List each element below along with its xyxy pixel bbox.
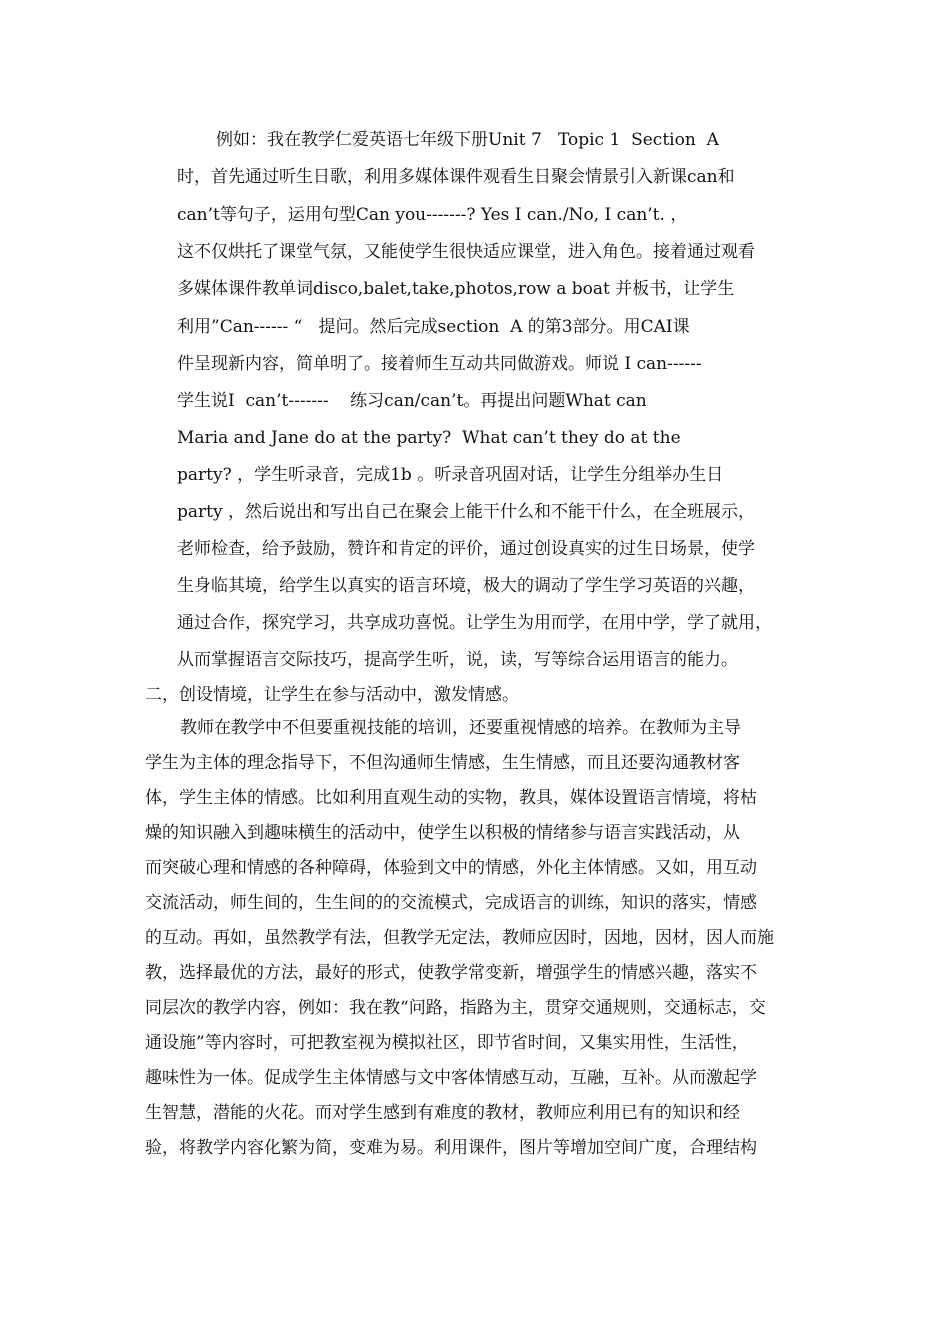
paragraph1-line-11: party ，然后说出和写出自己在聚会上能干什么和不能干什么，在全班展示，	[177, 502, 755, 522]
paragraph2-line-11: 趣味性为一体。促成学生主体情感与文中客体情感互动，互融，互补。从而激起学	[145, 1068, 757, 1088]
paragraph2-line-5: 而突破心理和情感的各种障碍，体验到文中的情感，外化主体情感。又如，用互动	[145, 858, 757, 878]
paragraph1-line-9: Maria and Jane do at the party? What can’t they do at the	[177, 428, 681, 448]
section-heading: 二，创设情境，让学生在参与活动中，激发情感。	[145, 685, 519, 705]
paragraph2-line-3: 体，学生主体的情感。比如利用直观生动的实物，教具，媒体设置语言情境，将枯	[145, 788, 757, 808]
paragraph2-line-7: 的互动。再如，虽然教学有法，但教学无定法，教师应因时，因地，因材，因人而施	[145, 928, 774, 948]
paragraph2-line-6: 交流活动，师生间的，生生间的的交流模式，完成语言的训练，知识的落实，情感	[145, 893, 757, 913]
paragraph2-line-10: 通设施”等内容时，可把教室视为模拟社区，即节省时间，又集实用性，生活性，	[145, 1033, 749, 1053]
paragraph2-line-12: 生智慧，潜能的火花。而对学生感到有难度的教材，教师应利用已有的知识和经	[145, 1103, 740, 1123]
paragraph1-line-3: can’t等句子，运用句型Can you-------? Yes I can./No, I can’t. ，	[177, 205, 688, 225]
paragraph1-line-12: 老师检查，给予鼓励，赞许和肯定的评价，通过创设真实的过生日场景，使学	[177, 539, 755, 559]
paragraph1-line-2: 时，首先通过听生日歌，利用多媒体课件观看生日聚会情景引入新课can和	[177, 167, 735, 187]
paragraph1-line-13: 生身临其境，给学生以真实的语言环境，极大的调动了学生学习英语的兴趣，	[177, 576, 755, 596]
paragraph1-line-1: 例如：我在教学仁爱英语七年级下册Unit 7 Topic 1 Section A	[216, 130, 719, 150]
paragraph2-line-9: 同层次的教学内容，例如：我在教“问路，指路为主，贯穿交通规则，交通标志，交	[145, 998, 766, 1018]
paragraph1-line-5: 多媒体课件教单词disco,balet,take,photos,row a boat 并板书，让学生	[177, 279, 735, 299]
paragraph1-line-8: 学生说I can’t------- 练习can/can’t。再提出问题What can	[177, 391, 647, 411]
paragraph1-line-10: party? ，学生听录音，完成1b 。听录音巩固对话，让学生分组举办生日	[177, 465, 724, 485]
paragraph2-line-1: 教师在教学中不但要重视技能的培训，还要重视情感的培养。在教师为主导	[180, 718, 741, 738]
paragraph2-line-13: 验，将教学内容化繁为简，变难为易。利用课件，图片等增加空间广度，合理结构	[145, 1138, 757, 1158]
paragraph1-line-15: 从而掌握语言交际技巧，提高学生听，说，读，写等综合运用语言的能力。	[177, 650, 738, 670]
paragraph1-line-14: 通过合作，探究学习，共享成功喜悦。让学生为用而学，在用中学，学了就用，	[177, 613, 772, 633]
paragraph1-line-6: 利用”Can------ “ 提问。然后完成section A 的第3部分。用CAI课	[177, 317, 690, 337]
paragraph2-line-8: 教，选择最优的方法，最好的形式，使教学常变新，增强学生的情感兴趣，落实不	[145, 963, 757, 983]
paragraph2-line-2: 学生为主体的理念指导下，不但沟通师生情感，生生情感，而且还要沟通教材客	[145, 753, 740, 773]
paragraph2-line-4: 燥的知识融入到趣味横生的活动中，使学生以积极的情绪参与语言实践活动，从	[145, 823, 740, 843]
paragraph1-line-4: 这不仅烘托了课堂气氛，又能使学生很快适应课堂，进入角色。接着通过观看	[177, 242, 755, 262]
paragraph1-line-7: 件呈现新内容，简单明了。接着师生互动共同做游戏。师说 I can------	[177, 354, 702, 374]
